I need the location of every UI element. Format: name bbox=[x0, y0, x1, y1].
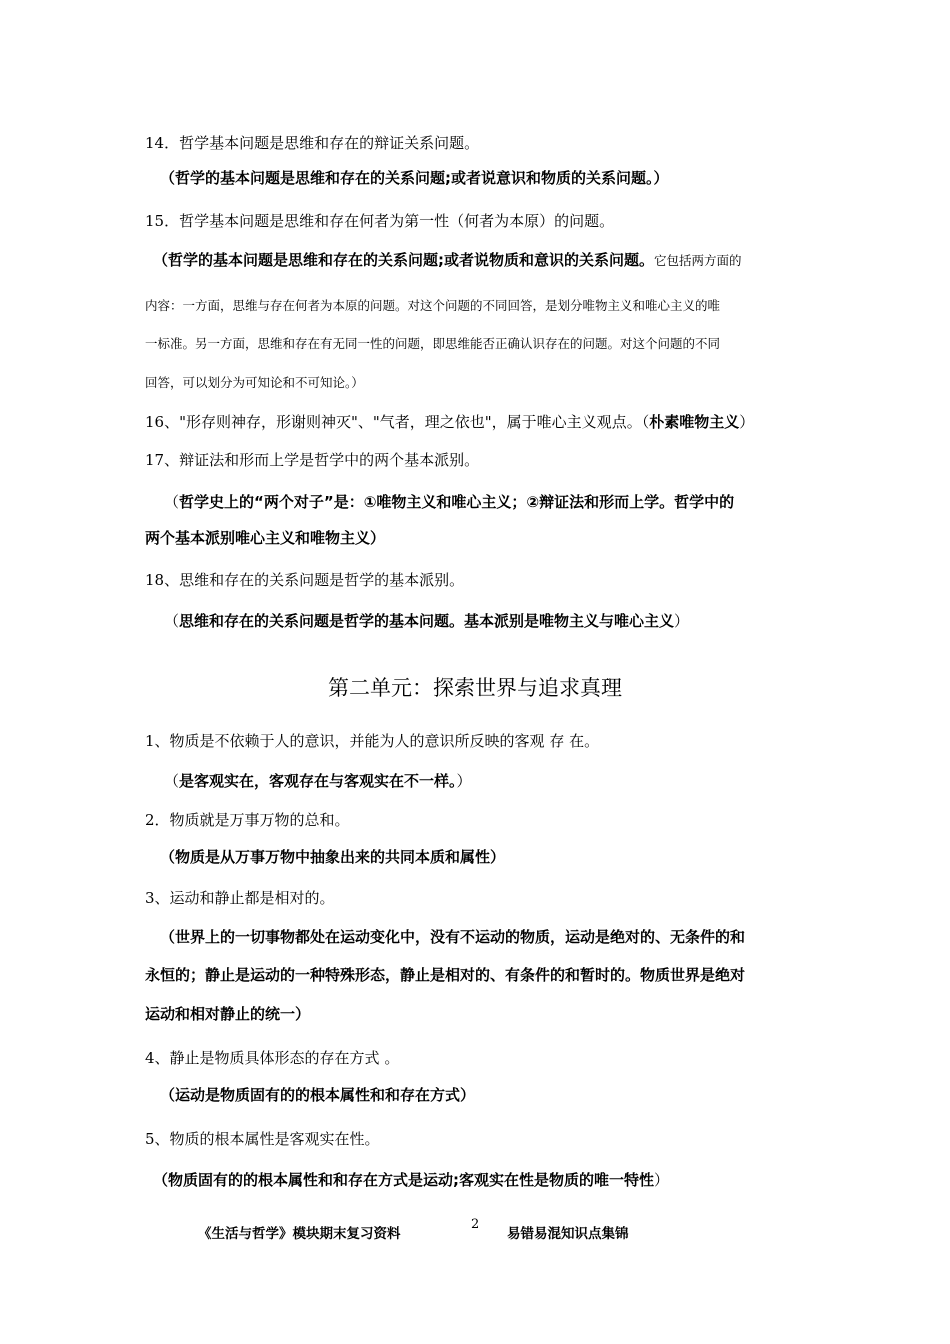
unit-2-item-4-question: 4、静止是物质具体形态的存在方式 。 bbox=[145, 1049, 400, 1067]
item-14-answer: （哲学的基本问题是思维和存在的关系问题;或者说意识和物质的关系问题。） bbox=[160, 169, 669, 187]
item-18-answer-text: 思维和存在的关系问题是哲学的基本问题。基本派别是唯物主义与唯心主义 bbox=[179, 612, 675, 630]
item-18-answer bbox=[164, 612, 689, 630]
item-16-close: ） bbox=[739, 413, 755, 431]
unit-2-item-3-question: 3、运动和静止都是相对的。 bbox=[145, 889, 335, 907]
item-18-close: ） bbox=[674, 612, 690, 630]
item-17-answer-1: 哲学史上的“两个对子”是：①唯物主义和唯心主义；②辩证法和形而上学。哲学中的 bbox=[179, 493, 735, 511]
unit-2-item-5-answer bbox=[153, 1171, 669, 1189]
unit-2-item-3-answer-line-2: 永恒的；静止是运动的一种特殊形态，静止是相对的、有条件的和暂时的。物质世界是绝对 bbox=[145, 966, 746, 984]
item-17-answer-line-2: 两个基本派别唯心主义和唯物主义） bbox=[145, 529, 386, 547]
item-15-answer-line-2: 内容：一方面，思维与存在何者为本原的问题。对这个问题的不同回答，是划分唯物主义和唯心主义的唯 bbox=[145, 298, 721, 313]
item-16-answer: 朴素唯物主义 bbox=[649, 413, 740, 431]
item-17-question: 17、辩证法和形而上学是哲学中的两个基本派别。 bbox=[145, 451, 480, 469]
page-number: 2 bbox=[471, 1217, 480, 1232]
item-15-answer-note: 它包括两方面的 bbox=[654, 253, 742, 268]
item-15-answer-line-4: 回答，可以划分为可知论和不可知论。） bbox=[145, 375, 364, 390]
item-14-question: 14．哲学基本问题是思维和存在的辩证关系问题。 bbox=[145, 134, 480, 152]
item-15-answer-line-3: 一标准。另一方面，思维和存在有无同一性的问题，即思维能否正确认识存在的问题。对这个问题的不同 bbox=[145, 336, 721, 351]
unit-2-item-4-answer: （运动是物质固有的的根本属性和和存在方式） bbox=[160, 1086, 476, 1104]
item-16 bbox=[145, 413, 754, 431]
unit-2-item-5-question: 5、物质的根本属性是客观实在性。 bbox=[145, 1130, 380, 1148]
item-17-answer-line-1 bbox=[164, 493, 734, 511]
footer-left-title: 《生活与哲学》模块期末复习资料 bbox=[198, 1226, 401, 1242]
item-18-open: （ bbox=[164, 612, 180, 630]
unit-2-item-1-open: （ bbox=[164, 772, 180, 790]
footer-right-title: 易错易混知识点集锦 bbox=[507, 1226, 629, 1242]
unit-2-item-1-question: 1、物质是不依赖于人的意识，并能为人的意识所反映的客观 存 在。 bbox=[145, 732, 600, 750]
item-17-open: （ bbox=[164, 493, 180, 511]
unit-2-item-2-answer: （物质是从万事万物中抽象出来的共同本质和属性） bbox=[160, 848, 506, 866]
unit-2-item-5-close: ） bbox=[654, 1171, 670, 1189]
unit-2-item-1-close: ） bbox=[456, 772, 472, 790]
unit-2-item-1-answer bbox=[164, 772, 472, 790]
item-15-answer-line-1 bbox=[153, 251, 742, 269]
unit-2-item-3-answer-line-3: 运动和相对静止的统一） bbox=[145, 1005, 311, 1023]
unit-2-item-5-answer-text: （物质固有的的根本属性和和存在方式是运动;客观实在性是物质的唯一特性 bbox=[153, 1171, 655, 1189]
item-15-question: 15．哲学基本问题是思维和存在何者为第一性（何者为本原）的问题。 bbox=[145, 212, 615, 230]
item-15-answer-bold: （哲学的基本问题是思维和存在的关系问题;或者说物质和意识的关系问题。 bbox=[153, 251, 655, 269]
item-16-question: 16、"形存则神存，形谢则神灭"、"气者，理之依也"，属于唯心主义观点。（ bbox=[145, 413, 650, 431]
unit-2-item-1-answer-text: 是客观实在，客观存在与客观实在不一样。 bbox=[179, 772, 457, 790]
unit-2-item-3-answer-line-1: （世界上的一切事物都处在运动变化中，没有不运动的物质，运动是绝对的、无条件的和 bbox=[160, 928, 746, 946]
unit-2-heading: 第二单元：探索世界与追求真理 bbox=[328, 676, 622, 700]
item-18-question: 18、思维和存在的关系问题是哲学的基本派别。 bbox=[145, 571, 465, 589]
unit-2-item-2-question: 2．物质就是万事万物的总和。 bbox=[145, 811, 350, 829]
